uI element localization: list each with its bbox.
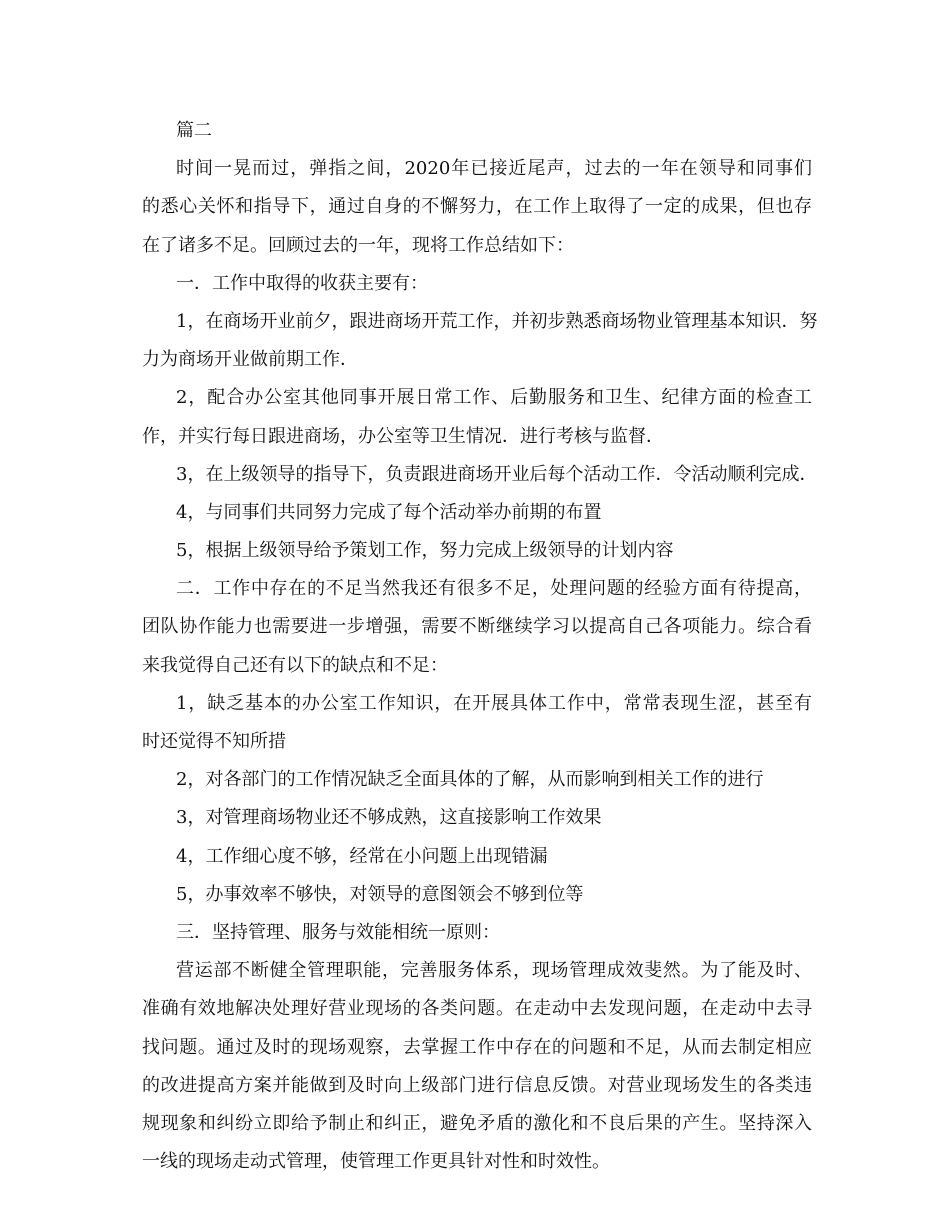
section3-paragraph-line-6: 一线的现场走动式管理，使管理工作更具针对性和时效性。 [142, 1151, 610, 1173]
section1-item-4: 4，与同事们共同努力完成了每个活动举办前期的布置 [176, 501, 602, 523]
section1-item-1-line-1: 1，在商场开业前夕，跟进商场开荒工作，并初步熟悉商场物业管理基本知识．努 [176, 310, 818, 332]
document-page [142, 112, 818, 1181]
section3-paragraph-line-2: 准确有效地解决处理好营业现场的各类问题。在走动中去发现问题，在走动中去寻 [142, 998, 812, 1020]
section3-paragraph-line-3: 找问题。通过及时的现场观察，去掌握工作中存在的问题和不足，从而去制定相应 [142, 1036, 812, 1058]
section1-heading: 一．工作中取得的收获主要有： [176, 272, 428, 294]
section1-item-3: 3，在上级领导的指导下，负责跟进商场开业后每个活动工作．令活动顺利完成． [176, 463, 818, 485]
section3-paragraph-line-5: 规现象和纠纷立即给予制止和纠正，避免矛盾的激化和不良后果的产生。坚持深入 [142, 1112, 812, 1134]
section2-item-3: 3，对管理商场物业还不够成熟，这直接影响工作效果 [176, 807, 602, 829]
section2-paragraph-line-3: 来我觉得自己还有以下的缺点和不足： [142, 654, 448, 676]
section3-heading: 三．坚持管理、服务与效能相统一原则： [176, 921, 500, 943]
section2-item-5: 5，办事效率不够快，对领导的意图领会不够到位等 [176, 883, 584, 905]
section2-item-1-line-2: 时还觉得不知所措 [142, 731, 286, 752]
section2-paragraph-line-2: 团队协作能力也需要进一步增强，需要不断继续学习以提高自己各项能力。综合看 [142, 616, 812, 638]
section2-item-4: 4，工作细心度不够，经常在小问题上出现错漏 [176, 845, 548, 867]
section3-paragraph-line-4: 的改进提高方案并能做到及时向上级部门进行信息反馈。对营业现场发生的各类违 [142, 1074, 812, 1096]
intro-line-1: 时间一晃而过，弹指之间，2020年已接近尾声，过去的一年在领导和同事们 [176, 158, 812, 180]
intro-line-3: 在了诸多不足。回顾过去的一年，现将工作总结如下： [142, 234, 574, 256]
document-title: 篇二 [176, 120, 212, 141]
intro-line-2: 的悉心关怀和指导下，通过自身的不懈努力，在工作上取得了一定的成果，但也存 [142, 196, 812, 218]
section2-item-2: 2，对各部门的工作情况缺乏全面具体的了解，从而影响到相关工作的进行 [176, 769, 764, 791]
section2-item-1-line-1: 1，缺乏基本的办公室工作知识，在开展具体工作中，常常表现生涩，甚至有 [176, 692, 812, 714]
section1-item-5: 5，根据上级领导给予策划工作，努力完成上级领导的计划内容 [176, 540, 674, 562]
section1-item-2-line-1: 2，配合办公室其他同事开展日常工作、后勤服务和卫生、纪律方面的检查工 [176, 387, 812, 409]
section1-item-2-line-2: 作，并实行每日跟进商场，办公室等卫生情况．进行考核与监督． [142, 425, 664, 447]
section1-item-1-line-2: 力为商场开业做前期工作． [142, 349, 358, 371]
section3-paragraph-line-1: 营运部不断健全管理职能，完善服务体系，现场管理成效斐然。为了能及时、 [176, 960, 812, 982]
section2-paragraph-line-1: 二．工作中存在的不足当然我还有很多不足，处理问题的经验方面有待提高， [176, 578, 812, 600]
